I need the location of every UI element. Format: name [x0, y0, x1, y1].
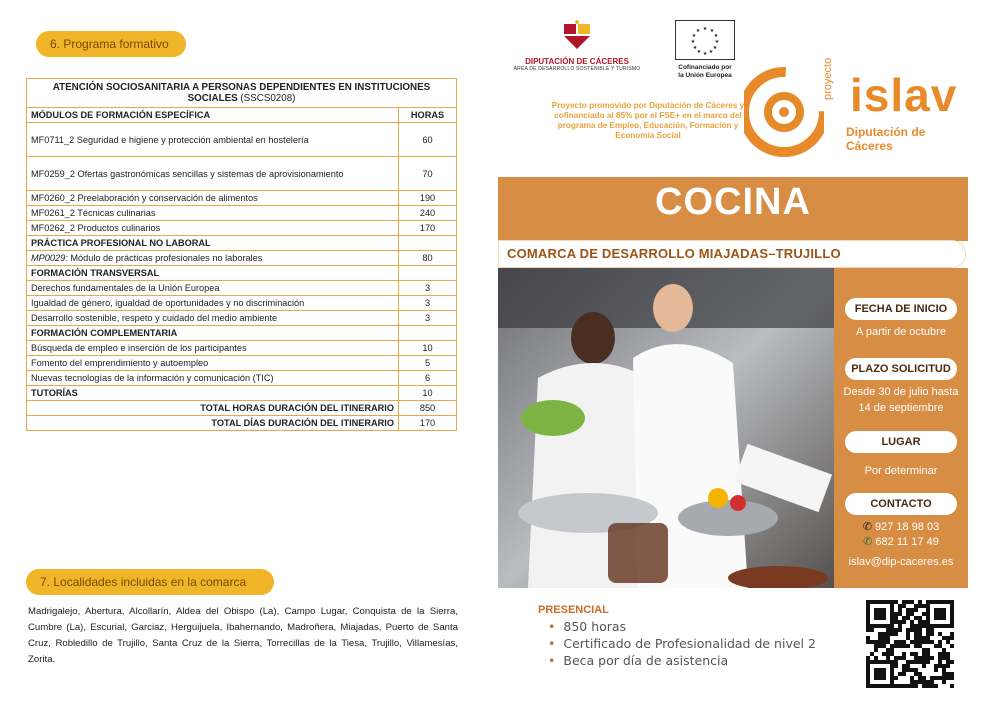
diputacion-emblem-icon — [560, 20, 594, 50]
program-table: ATENCIÓN SOCIOSANITARIA A PERSONAS DEPENDIENTES EN INSTITUCIONES SOCIALES (SSCS0208) MÓDULOS DE FORMACIÓN ESPECÍFICA HORAS MF0711_2 Seguridad e higiene y protección ambiental en hostelería 60 MF0259_2 Ofertas gastronómicas sencillas y sistemas de aprovisionamiento 70 MF0260_2 Preelaboración y conservación de alimentos 190 MF0261_2 Técnicas culinarias 240 MF0262_2 Productos culinarios 170 PRÁCTICA PROFESIONAL NO LABORAL MP0029: Módulo de prácticas profesionales no laborales 80 FORMACIÓN TRANSVERSAL Derechos fundamentales de la Unión Europea 3 Igualdad de género, igualdad de oportunidades y no discriminación 3 Desarrollo sostenible, respeto y cuidado del medio ambiente 3 FORMACIÓN COMPLEMENTARIA Búsqueda de empleo e inserción de los participantes 10 Fomento del emprendimiento y autoempleo 5 Nuevas tecnologías de la información y comunicación (TIC) 6 TUTORÍAS 10 TOTAL HORAS DURACIÓN DEL ITINERARIO 850 TOTAL DÍAS DURACIÓN DEL ITINERARIO 170 — [26, 78, 457, 431]
svg-text:★: ★ — [690, 39, 696, 45]
total-hours-value: 850 — [399, 401, 457, 416]
total-days-value: 170 — [399, 416, 457, 431]
table-row: MF0261_2 Técnicas culinarias 240 — [27, 206, 457, 221]
table-row: MP0029: Módulo de prácticas profesionales no laborales 80 — [27, 251, 457, 266]
email-link[interactable]: islav@dip-caceres.es — [848, 556, 954, 568]
comarca-label: COMARCA DE DESARROLLO MIAJADAS–TRUJILLO — [498, 240, 966, 268]
eu-logo: ★ ★ ★ ★ ★ ★ ★ ★ ★ ★ ★ ★ Cofinanciado por la Unión Europea — [672, 20, 738, 80]
program-title: ATENCIÓN SOCIOSANITARIA A PERSONAS DEPENDIENTES EN INSTITUCIONES SOCIALES (SSCS0208) — [27, 79, 457, 108]
fecha-label: FECHA DE INICIO — [845, 298, 957, 320]
complementary-header: FORMACIÓN COMPLEMENTARIA — [27, 326, 399, 341]
table-row: MF0260_2 Preelaboración y conservación de alimentos 190 — [27, 191, 457, 206]
info-panel — [834, 268, 968, 588]
table-row: Fomento del emprendimiento y autoempleo 5 — [27, 356, 457, 371]
section-label-localidades: 7. Localidades incluidas en la comarca — [26, 569, 274, 595]
svg-text:★: ★ — [712, 45, 718, 51]
tutorias-header: TUTORÍAS — [27, 386, 399, 401]
table-row: Igualdad de género, igualdad de oportunidades y no discriminación 3 — [27, 296, 457, 311]
kitchen-photo — [498, 268, 834, 588]
islav-mark-icon — [744, 62, 824, 162]
list-item: • Beca por día de asistencia — [538, 652, 816, 669]
svg-text:★: ★ — [714, 39, 720, 45]
col-modules-header: MÓDULOS DE FORMACIÓN ESPECÍFICA — [27, 108, 399, 123]
whatsapp-line[interactable]: ✆ 682 11 17 49 — [863, 536, 939, 548]
section-label-programa: 6. Programa formativo — [36, 31, 186, 57]
lugar-value: Por determinar — [864, 465, 938, 477]
transversal-header: FORMACIÓN TRANSVERSAL — [27, 266, 399, 281]
svg-text:★: ★ — [692, 45, 698, 51]
localities-text: Madrigalejo, Abertura, Alcollarín, Aldea del Obispo (La), Campo Lugar, Conquista de la Sierra, Cumbre (La), Escurial, Garciaz, Herguijuela, Ibahernando, Madroñera, Miajadas, Puerto de Santa Cruz, Robledillo de Trujillo, Santa Cruz de la Sierra, Torrecillas de la Tiesa, Trujillo, Villamesías, Zorita. — [28, 606, 458, 665]
lugar-label: LUGAR — [845, 431, 957, 453]
islav-logo: proyecto islav Diputación de Cáceres — [744, 62, 974, 162]
modality-block — [538, 604, 816, 669]
svg-text:★: ★ — [695, 28, 701, 34]
phone-line[interactable]: ✆ 927 18 98 03 — [862, 521, 940, 533]
course-title: COCINA — [655, 181, 811, 223]
svg-text:★: ★ — [702, 26, 708, 32]
total-hours-label: TOTAL HORAS DURACIÓN DEL ITINERARIO — [27, 401, 399, 416]
svg-text:★: ★ — [702, 51, 708, 57]
course-banner — [498, 177, 968, 241]
promo-text: Proyecto promovido por Diputación de Cáceres y cofinanciado al 85% por el FSE+ en el marco del programa de Empleo, Educación, Formación y Economía Social — [551, 101, 745, 140]
eu-stars-icon — [676, 21, 734, 59]
whatsapp-icon: ✆ — [863, 536, 873, 548]
list-item: • 850 horas — [538, 618, 816, 635]
qr-code[interactable] — [866, 600, 954, 688]
svg-text:★: ★ — [709, 28, 715, 34]
fecha-value: A partir de octubre — [856, 326, 946, 338]
table-row: Nuevas tecnologías de la información y comunicación (TIC) 6 — [27, 371, 457, 386]
contacto-label: CONTACTO — [845, 493, 957, 515]
plazo-value: Desde 30 de julio hasta 14 de septiembre — [843, 386, 959, 414]
total-days-label: TOTAL DÍAS DURACIÓN DEL ITINERARIO — [27, 416, 399, 431]
col-hours-header: HORAS — [399, 108, 457, 123]
list-item: • Certificado de Profesionalidad de nivel 2 — [538, 635, 816, 652]
practice-header: PRÁCTICA PROFESIONAL NO LABORAL — [27, 236, 399, 251]
modality-label: PRESENCIAL — [538, 604, 609, 616]
svg-text:★: ★ — [708, 49, 714, 55]
svg-text:★: ★ — [691, 33, 697, 39]
svg-text:★: ★ — [696, 49, 702, 55]
diputacion-logo: DIPUTACIÓN DE CÁCERES ÁREA DE DESARROLLO SOSTENIBLE Y TURISMO — [512, 20, 642, 72]
table-row: MF0259_2 Ofertas gastronómicas sencillas y sistemas de aprovisionamiento 70 — [27, 157, 457, 191]
table-row: Derechos fundamentales de la Unión Europea 3 — [27, 281, 457, 296]
table-row: Búsqueda de empleo e inserción de los participantes 10 — [27, 341, 457, 356]
table-row: Desarrollo sostenible, respeto y cuidado del medio ambiente 3 — [27, 311, 457, 326]
phone-icon: ✆ — [862, 521, 872, 533]
table-row: MF0711_2 Seguridad e higiene y protección ambiental en hostelería 60 — [27, 123, 457, 157]
svg-text:★: ★ — [713, 33, 719, 39]
table-row: MF0262_2 Productos culinarios 170 — [27, 221, 457, 236]
plazo-label: PLAZO SOLICITUD — [845, 358, 957, 380]
